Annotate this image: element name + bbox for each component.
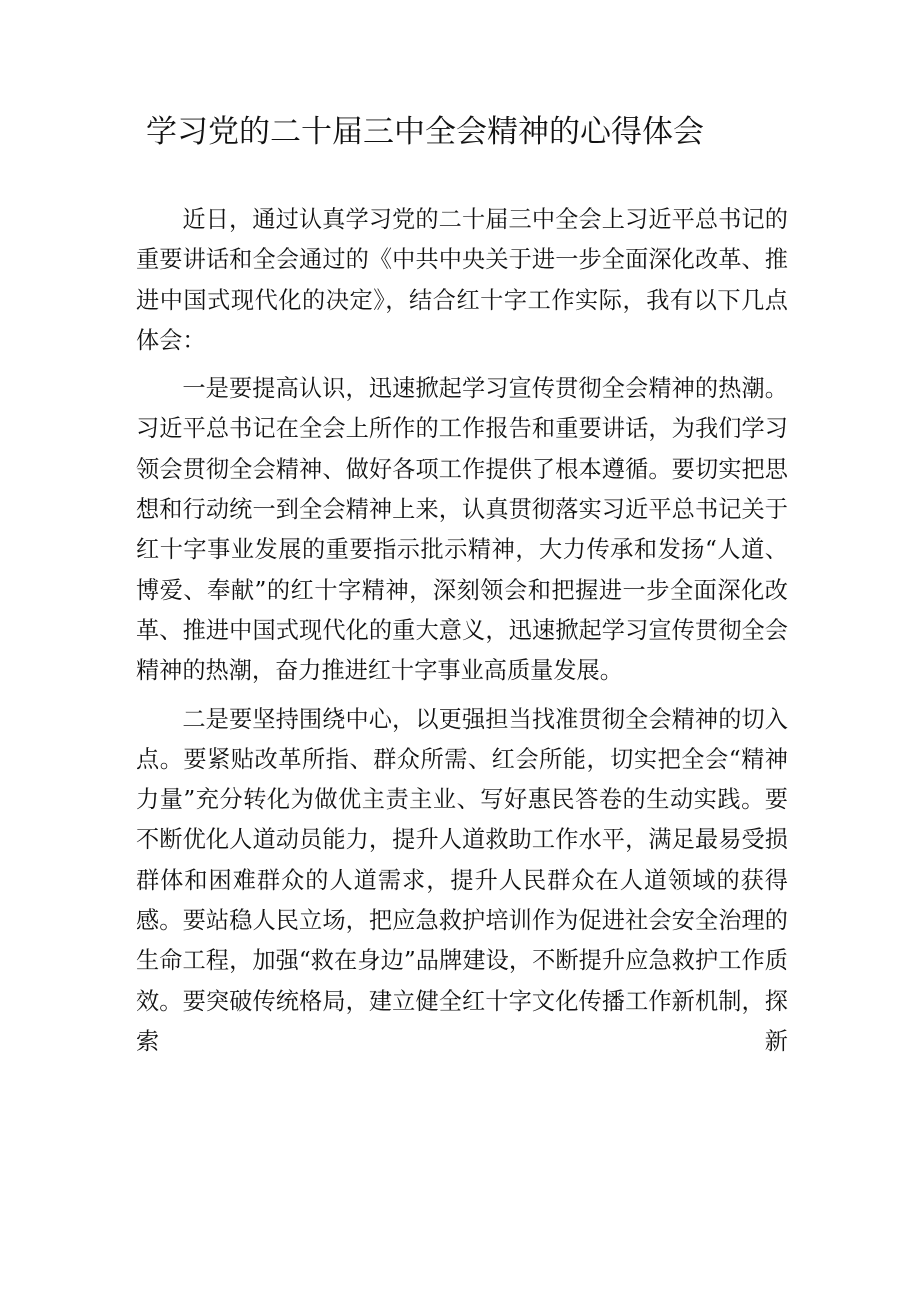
paragraph-point-two: 二是要坚持围绕中心，以更强担当找准贯彻全会精神的切入点。要紧贴改革所指、群众所需、红会所能，切实把全会“精神力量”充分转化为做优主责主业、写好惠民答卷的生动实践。要不断优化人道动员能力，提升人道救助工作水平，满足最易受损群体和困难群众的人道需求，提升人民群众在人道领域的获得感。要站稳人民立场，把应急救护培训作为促进社会安全治理的生命工程，加强“救在身边”品牌建设，不断提升应急救护工作质效。要突破传统格局，建立健全红十字文化传播工作新机制，探索新: [136, 705, 788, 1055]
paragraph-point-one: 一是要提高认识，迅速掀起学习宣传贯彻全会精神的热潮。习近平总书记在全会上所作的工作报告和重要讲话，为我们学习领会贯彻全会精神、做好各项工作提供了根本遵循。要切实把思想和行动统一到全会精神上来，认真贯彻落实习近平总书记关于红十字事业发展的重要指示批示精神，大力传承和发扬“人道、博爱、奉献”的红十字精神，深刻领会和把握进一步全面深化改革、推进中国式现代化的重大意义，迅速掀起学习宣传贯彻全会精神的热潮，奋力推进红十字事业高质量发展。: [136, 375, 788, 685]
document-body: [136, 200, 788, 1070]
document-title: 学习党的二十届三中全会精神的心得体会: [146, 114, 704, 150]
paragraph-intro: 近日，通过认真学习党的二十届三中全会上习近平总书记的重要讲话和全会通过的《中共中央关于进一步全面深化改革、推进中国式现代化的决定》，结合红十字工作实际，我有以下几点体会：: [136, 206, 788, 354]
